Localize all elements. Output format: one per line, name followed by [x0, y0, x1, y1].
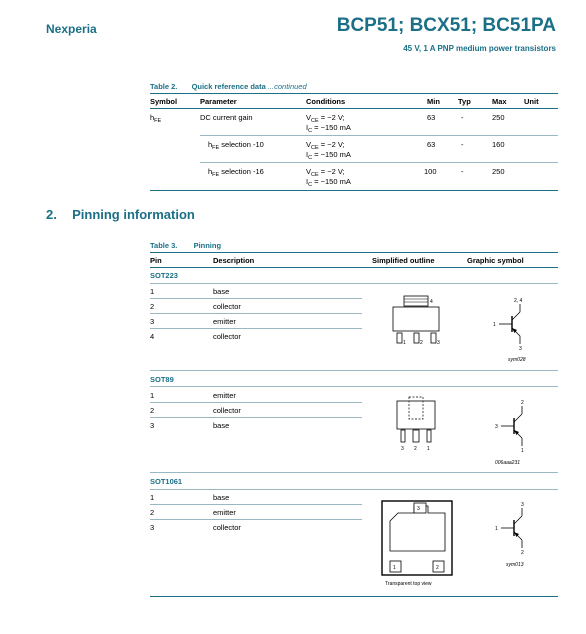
table3-top-rule [150, 252, 558, 253]
sot223-pin3: 3 [150, 317, 155, 326]
sot223-symbol-code: sym028 [508, 357, 526, 363]
table2-row1-symbol: $h_{FE}$ [150, 113, 162, 124]
table2-row1-typ: - [461, 113, 464, 122]
table3-row-divider [150, 298, 362, 299]
table2-top-rule [150, 93, 558, 94]
table3-row-divider [150, 402, 362, 403]
sot1061-pin2: 2 [150, 508, 155, 517]
table3-caption-label: Table 3. [150, 241, 178, 250]
sot1061-pin2-desc: emitter [213, 508, 236, 517]
sot1061-symbol-code: sym013 [506, 562, 524, 568]
table2-row3-max: 250 [492, 167, 505, 176]
sot223-symbol-label-collector: 2, 4 [514, 298, 523, 304]
table2-header-parameter: Parameter [200, 97, 237, 106]
sot223-outline-label-3: 3 [437, 340, 440, 346]
table3-header-pin: Pin [150, 256, 162, 265]
sot1061-transistor-symbol-icon [492, 498, 542, 560]
sot223-outline-label-4: 4 [430, 299, 433, 305]
table2-row2-condition-vce: $V_{CE} = -2$ V; [306, 140, 345, 151]
section-title: Pinning information [72, 207, 195, 222]
table3-row-divider [150, 417, 362, 418]
sot1061-outline-label-2: 2 [436, 565, 439, 571]
section-number: 2. [46, 207, 57, 222]
sot89-pin1: 1 [150, 391, 155, 400]
table2-row2-min: 63 [427, 140, 436, 149]
table3-row-divider [150, 489, 558, 490]
sot89-pin3: 3 [150, 421, 155, 430]
sot1061-outline-label-3: 3 [417, 506, 420, 512]
group-sot89-title: SOT89 [150, 375, 174, 384]
sot89-outline-label-1: 1 [427, 446, 430, 452]
document-subtitle: 45 V, 1 A PNP medium power transistors [403, 44, 556, 53]
sot89-outline-drawing [393, 397, 443, 453]
group-sot1061-title: SOT1061 [150, 477, 183, 486]
sot1061-symbol-label-emitter: 2 [521, 550, 524, 556]
table2-row3-min: 100 [424, 167, 437, 176]
sot223-pin1-desc: base [213, 287, 230, 296]
table3-header-outline: Simplified outline [372, 256, 435, 265]
sot1061-pin1: 1 [150, 493, 155, 502]
sot89-pin2: 2 [150, 406, 155, 415]
table2-caption-title: Quick reference data [191, 82, 266, 91]
table2-header-unit: Unit [524, 97, 539, 106]
table2-row1-max: 250 [492, 113, 505, 122]
sot223-symbol-label-emitter: 3 [519, 346, 522, 352]
sot89-outline-label-2: 2 [414, 446, 417, 452]
table3-row-divider [150, 313, 362, 314]
sot1061-pin1-desc: base [213, 493, 230, 502]
sot223-transistor-symbol-icon [490, 294, 540, 356]
table3-group-divider [150, 370, 558, 371]
table3-group-divider [150, 472, 558, 473]
sot223-pin3-desc: emitter [213, 317, 236, 326]
sot1061-symbol-label-base: 1 [495, 526, 498, 532]
table2-row3-parameter: $h_{FE}$ selection -16 [208, 167, 264, 178]
table3-row-divider [150, 283, 558, 284]
table2-row3-condition-ic: $I_C = -150$ mA [306, 177, 351, 188]
sot89-symbol-label-base: 3 [495, 424, 498, 430]
sot223-outline-drawing [390, 295, 450, 353]
table2-header-symbol: Symbol [150, 97, 178, 106]
sot89-outline-label-3: 3 [401, 446, 404, 452]
table2-row3-typ: - [461, 167, 464, 176]
table2-row-divider [200, 135, 558, 136]
sot223-pin2: 2 [150, 302, 155, 311]
table2-header-rule [150, 108, 558, 109]
table2-header-min: Min [427, 97, 440, 106]
table2-row2-max: 160 [492, 140, 505, 149]
table2-row1-min: 63 [427, 113, 436, 122]
table2-caption-label: Table 2. [150, 82, 178, 91]
table2-header-typ: Typ [458, 97, 471, 106]
table3-caption [150, 241, 221, 250]
sot89-symbol-code: 006aaa231 [495, 460, 521, 466]
table2-row2-parameter: $h_{FE}$ selection -10 [208, 140, 264, 151]
sot89-pin2-desc: collector [213, 406, 241, 415]
table3-caption-title: Pinning [193, 241, 222, 250]
table2-caption-continued: ...continued [267, 82, 307, 91]
table2-row1-condition-vce: $V_{CE} = -2$ V; [306, 113, 345, 124]
sot223-outline-label-1: 1 [403, 340, 406, 346]
table2-row-divider [200, 162, 558, 163]
sot1061-pin3-desc: collector [213, 523, 241, 532]
group-sot223-title: SOT223 [150, 271, 178, 280]
sot1061-outline-drawing [378, 499, 458, 579]
table3-header-rule [150, 267, 558, 268]
table2-row3-condition-vce: $V_{CE} = -2$ V; [306, 167, 345, 178]
sot1061-pin3: 3 [150, 523, 155, 532]
section-heading [46, 207, 195, 222]
sot89-symbol-label-emitter: 1 [521, 448, 524, 454]
table2-header-conditions: Conditions [306, 97, 346, 106]
table2-header-max: Max [492, 97, 507, 106]
table2-bottom-rule [150, 190, 558, 191]
sot89-pin3-desc: base [213, 421, 230, 430]
table3-row-divider [150, 519, 362, 520]
sot1061-outline-label-1: 1 [393, 565, 396, 571]
sot89-transistor-symbol-icon [492, 396, 542, 458]
sot223-outline-label-2: 2 [420, 340, 423, 346]
table3-bottom-rule [150, 596, 558, 597]
sot89-pin1-desc: emitter [213, 391, 236, 400]
sot223-pin4: 4 [150, 332, 155, 341]
sot223-pin2-desc: collector [213, 302, 241, 311]
table3-row-divider [150, 504, 362, 505]
table3-row-divider [150, 328, 362, 329]
table3-header-description: Description [213, 256, 255, 265]
sot223-pin4-desc: collector [213, 332, 241, 341]
table2-caption [150, 82, 307, 91]
table3-header-symbol: Graphic symbol [467, 256, 524, 265]
table2-row2-condition-ic: $I_C = -150$ mA [306, 150, 351, 161]
table3-row-divider [150, 386, 558, 387]
document-title: BCP51; BCX51; BC51PA [336, 15, 556, 36]
sot223-symbol-label-base: 1 [493, 322, 496, 328]
table2-row1-condition-ic: $I_C = -150$ mA [306, 123, 351, 134]
company-name: Nexperia [46, 22, 97, 36]
sot1061-outline-caption: Transparent top view [385, 581, 432, 587]
table2-row2-typ: - [461, 140, 464, 149]
sot1061-symbol-label-collector: 3 [521, 502, 524, 508]
sot89-symbol-label-collector: 2 [521, 400, 524, 406]
sot223-pin1: 1 [150, 287, 155, 296]
table2-row1-parameter: DC current gain [200, 113, 253, 122]
